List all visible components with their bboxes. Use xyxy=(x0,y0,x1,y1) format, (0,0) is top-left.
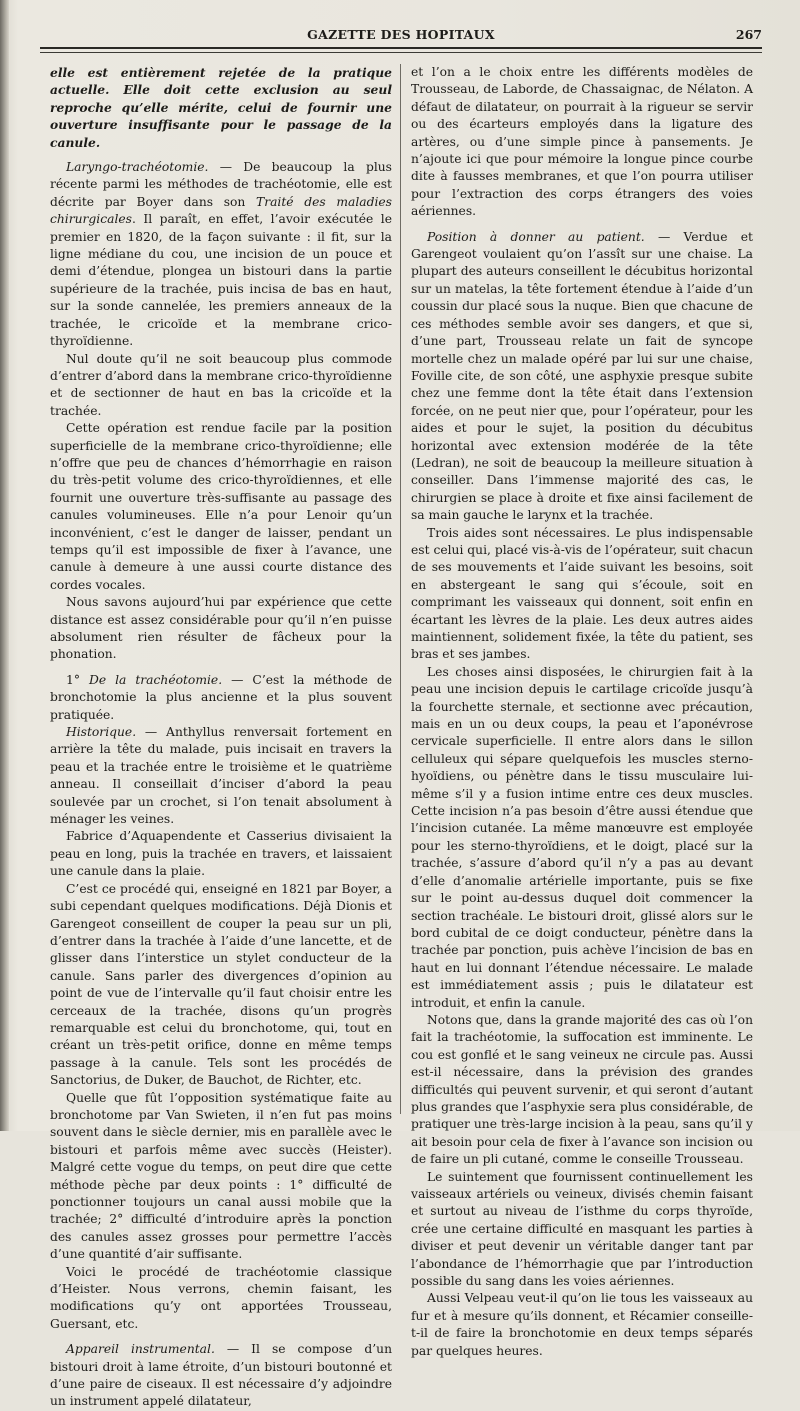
header-rule-thin xyxy=(40,52,762,53)
paragraph: Nous savons aujourd’hui par expérience que cette distance est assez considérable pour qu’il n’en puisse absolument rien résulter de fâcheux pour la phonation. xyxy=(50,595,392,662)
paragraph: Le suintement que fournissent continuellement les vaisseaux artériels ou veineux, divisés chemin faisant et surtout au niveau de l’isthme du corps thyroïde, crée une certaine difficulté en masquant les parties à diviser et peut devenir un véritable danger tant par l’abondance de l’hémorrhagie que par l’introduction possible du sang dans les voies aériennes. xyxy=(411,1169,753,1289)
section-number: 1° xyxy=(66,672,89,687)
paragraph-laryngo-tracheotomie xyxy=(50,159,392,350)
paragraph-position-patient xyxy=(411,229,753,525)
paragraph: Cette opération est rendue facile par la position superficielle de la membrane crico-thyroïdienne; elle n’offre que peu de chances d’hémorrhagie en raison du très-petit volume des crico-thyroïdiennes, et elle fournit une ouverture très-suffisante au passage des canules volumineuses. Elle n’a pour Lenoir qu’un inconvénient, c’est le danger de laisser, pendant un temps qu’il est impossible de fixer à l’avance, une canule à demeure à une aussi courte distance des cordes vocales. xyxy=(50,421,392,592)
paragraph-text: . Il paraît, en effet, l’avoir exécutée le premier en 1820, de la façon suivante : il fit, sur la ligne médiane du cou, une incision de un pouce et demi d’étendue, plongea un bistouri dans la partie supérieure de la trachée, puis incisa de bas en haut, sur la sonde cannelée, les premiers anneaux de la trachée, le cricoïde et la membrane crico-thyroïdienne. xyxy=(50,212,392,349)
paragraph-text: — Verdue et Garengeot voulaient qu’on l’assît sur une chaise. La plupart des auteurs conseillent le décubitus horizontal sur un matelas, la tête fortement étendue à l’aide d’un coussin dur placé sous la nuque. Bien que chacune de ces méthodes semble avoir ses dangers, et que si, d’une part, Trousseau relate un fait de syncope mortelle chez un malade opéré par lui sur une chaise, Foville cite, de son côté, une asphyxie presque subite chez une femme dont la tête était dans l’extension forcée, on ne peut nier que, pour l’opérateur, pour les aides et pour le sujet, la position du décubitus horizontal avec extension modérée de la tête (Ledran), ne soit de beaucoup la meilleure situation à conseiller. Dans l’immense majorité des cas, le chirurgien se place à droite et fixe ainsi facilement de sa main gauche le larynx et la trachée. xyxy=(411,229,753,523)
paragraph-text: — Il se compose d’un bistouri droit à lame étroite, d’un bistouri boutonné et d’une paire de ciseaux. Il est nécessaire d’y adjoindre un instrument appelé dilatateur, xyxy=(50,1342,392,1409)
paragraph-appareil-instrumental xyxy=(50,1341,392,1411)
intro-paragraph: elle est entièrement rejetée de la pratique actuelle. Elle doit cette exclusion au seul reproche qu’elle mérite, celui de fournir une ouverture insuffisante pour le passage de la canule. xyxy=(50,65,392,150)
paragraph-text: — De beaucoup la plus récente parmi les méthodes de trachéotomie, elle est décrite par Boyer dans son xyxy=(50,160,392,209)
paragraph-de-la-tracheotomie xyxy=(50,672,392,724)
paragraph: Notons que, dans la grande majorité des cas où l’on fait la trachéotomie, la suffocation est imminente. Le cou est gonflé et le sang veineux ne circule pas. Aussi est-il nécessaire, dans la prévision des grandes difficultés qui peuvent survenir, et qui seront d’autant plus grandes que l’asphyxie sera plus considérable, de pratiquer une très-large incision à la peau, sans qu’il y ait besoin pour cela de fixer à l’avance son incision ou de faire un pli cutané, comme le conseille Trousseau. xyxy=(411,1012,753,1167)
paragraph: Trois aides sont nécessaires. Le plus indispensable est celui qui, placé vis-à-vis de l’opérateur, suit chacun de ses mouvements et l’aide suivant les besoins, soit en abstergeant le sang qui s’écoule, soit en comprimant les vaisseaux qui donnent, soit enfin en écartant les lèvres de la plaie. Les deux autres aides maintiennent, solidement fixée, la tête du patient, ses bras et ses jambes. xyxy=(411,525,754,662)
paragraph-text: — C’est la méthode de bronchotomie la plus ancienne et la plus souvent pratiquée. xyxy=(50,672,392,722)
section-heading: De la trachéotomie. xyxy=(88,672,223,687)
paragraph: Quelle que fût l’opposition systématique faite au bronchotome par Van Swieten, il n’en fut pas moins souvent dans le siècle dernier, mis en parallèle avec le bistouri et parfois même avec succès (Heister). Malgré cette vogue du temps, on peut dire que cette méthode pèche par deux points : 1° difficulté de ponctionner toujours un canal aussi mobile que la trachée; 2° difficulté d’introduire après la ponction des canules assez grosses pour permettre l’accès d’une quantité d’air suffisante. xyxy=(50,1090,392,1262)
journal-title: GAZETTE DES HOPITAUX xyxy=(307,27,495,42)
paragraph: Les choses ainsi disposées, le chirurgien fait à la peau une incision depuis le cartilage cricoïde jusqu’à la fourchette sternale, et sectionne avec précaution, mais en un ou deux coups, la peau et l’aponévrose cervicale superficielle. Il entre alors dans le sillon celluleux qui sépare quelquefois les muscles sterno-hyoïdiens, ou pénètre dans le tissu musculaire lui-même s’il y a fusion intime entre ces deux muscles. Cette incision n’a pas besoin d’être aussi étendue que l’incision cutanée. La même manœuvre est employée pour les sterno-thyroïdiens, et le doigt, placé sur la trachée, s’assure d’abord qu’il n’y a pas au devant d’elle d’anomalie artérielle importante, puis se fixe sur le point au-dessus duquel doit commencer la section trachéale. Le bistouri droit, glissé alors sur le bord cubital de ce doigt conducteur, pénètre dans la trachée par ponction, puis achève l’incision de bas en haut en lui donnant l’étendue nécessaire. Le malade est immédiatement assis ; puis le dilatateur est introduit, et enfin la canule. xyxy=(411,664,753,1010)
paragraph: et l’on a le choix entre les différents modèles de Trousseau, de Laborde, de Chassaignac, de Nélaton. A défaut de dilatateur, on pourrait à la rigueur se servir ou des écarteurs employés dans la ligature des artères, ou d’une simple pince à pansements. Je n’ajoute ici que pour mémoire la longue pince courbe dite à fausses membranes, et que l’on pourra utiliser pour l’extraction des corps étrangers des voies aériennes. xyxy=(411,65,753,219)
paragraph: Nul doute qu’il ne soit beaucoup plus commode d’entrer d’abord dans la membrane crico-thyroïdienne et de sectionner de haut en bas la cricoïde et la trachée. xyxy=(50,351,392,418)
running-header xyxy=(40,24,762,46)
section-heading: Appareil instrumental. xyxy=(66,1342,215,1357)
paragraph: Aussi Velpeau veut-il qu’on lie tous les vaisseaux au fur et à mesure qu’ils donnent, et Récamier conseille-t-il de faire la bronchotomie en deux temps séparés par quelques heures. xyxy=(411,1291,753,1358)
right-column xyxy=(411,64,753,1360)
header-rule-thick xyxy=(40,47,762,49)
paragraph-historique xyxy=(50,724,392,828)
book-title: Traité des maladies chirurgicales xyxy=(50,194,392,227)
paragraph: C’est ce procédé qui, enseigné en 1821 par Boyer, a subi cependant quelques modifications. Déjà Dionis et Garengeot conseillent de couper la peau sur un pli, d’entrer dans la trachée à l’aide d’une lancette, et de glisser dans l’interstice un stylet conducteur de la canule. Sans parler des divergences d’opinion au point de vue de l’intervalle qu’il faut choisir entre les cerceaux de la trachée, disons qu’un progrès remarquable est celui du bronchotome, qui, tout en créant un très-petit orifice, donne en même temps passage à la canule. Tels sont les procédés de Sanctorius, de Duker, de Bauchot, de Richter, etc. xyxy=(50,881,392,1088)
paragraph-text: — Anthyllus renversait fortement en arrière la tête du malade, puis incisait en travers la peau et la trachée entre le troisième et le quatrième anneau. Il conseillait d’inciser d’abord la peau soulevée par un crochet, si l’on tenait absolument à ménager les veines. xyxy=(50,725,392,827)
left-column xyxy=(50,64,392,1411)
section-heading: Laryngo-trachéotomie. xyxy=(66,160,209,175)
page-number: 267 xyxy=(735,27,762,42)
paragraph: Voici le procédé de trachéotomie classique d’Heister. Nous verrons, chemin faisant, les modifications qu’y ont apportées Trousseau, Guersant, etc. xyxy=(50,1264,392,1331)
paragraph: Fabrice d’Aquapendente et Casserius divisaient la peau en long, puis la trachée en travers, et laissaient une canule dans la plaie. xyxy=(50,829,392,879)
page-binding-edge xyxy=(0,0,9,1131)
section-heading: Historique. xyxy=(66,725,137,740)
column-divider xyxy=(400,64,401,1114)
section-heading: Position à donner au patient. xyxy=(427,229,645,244)
